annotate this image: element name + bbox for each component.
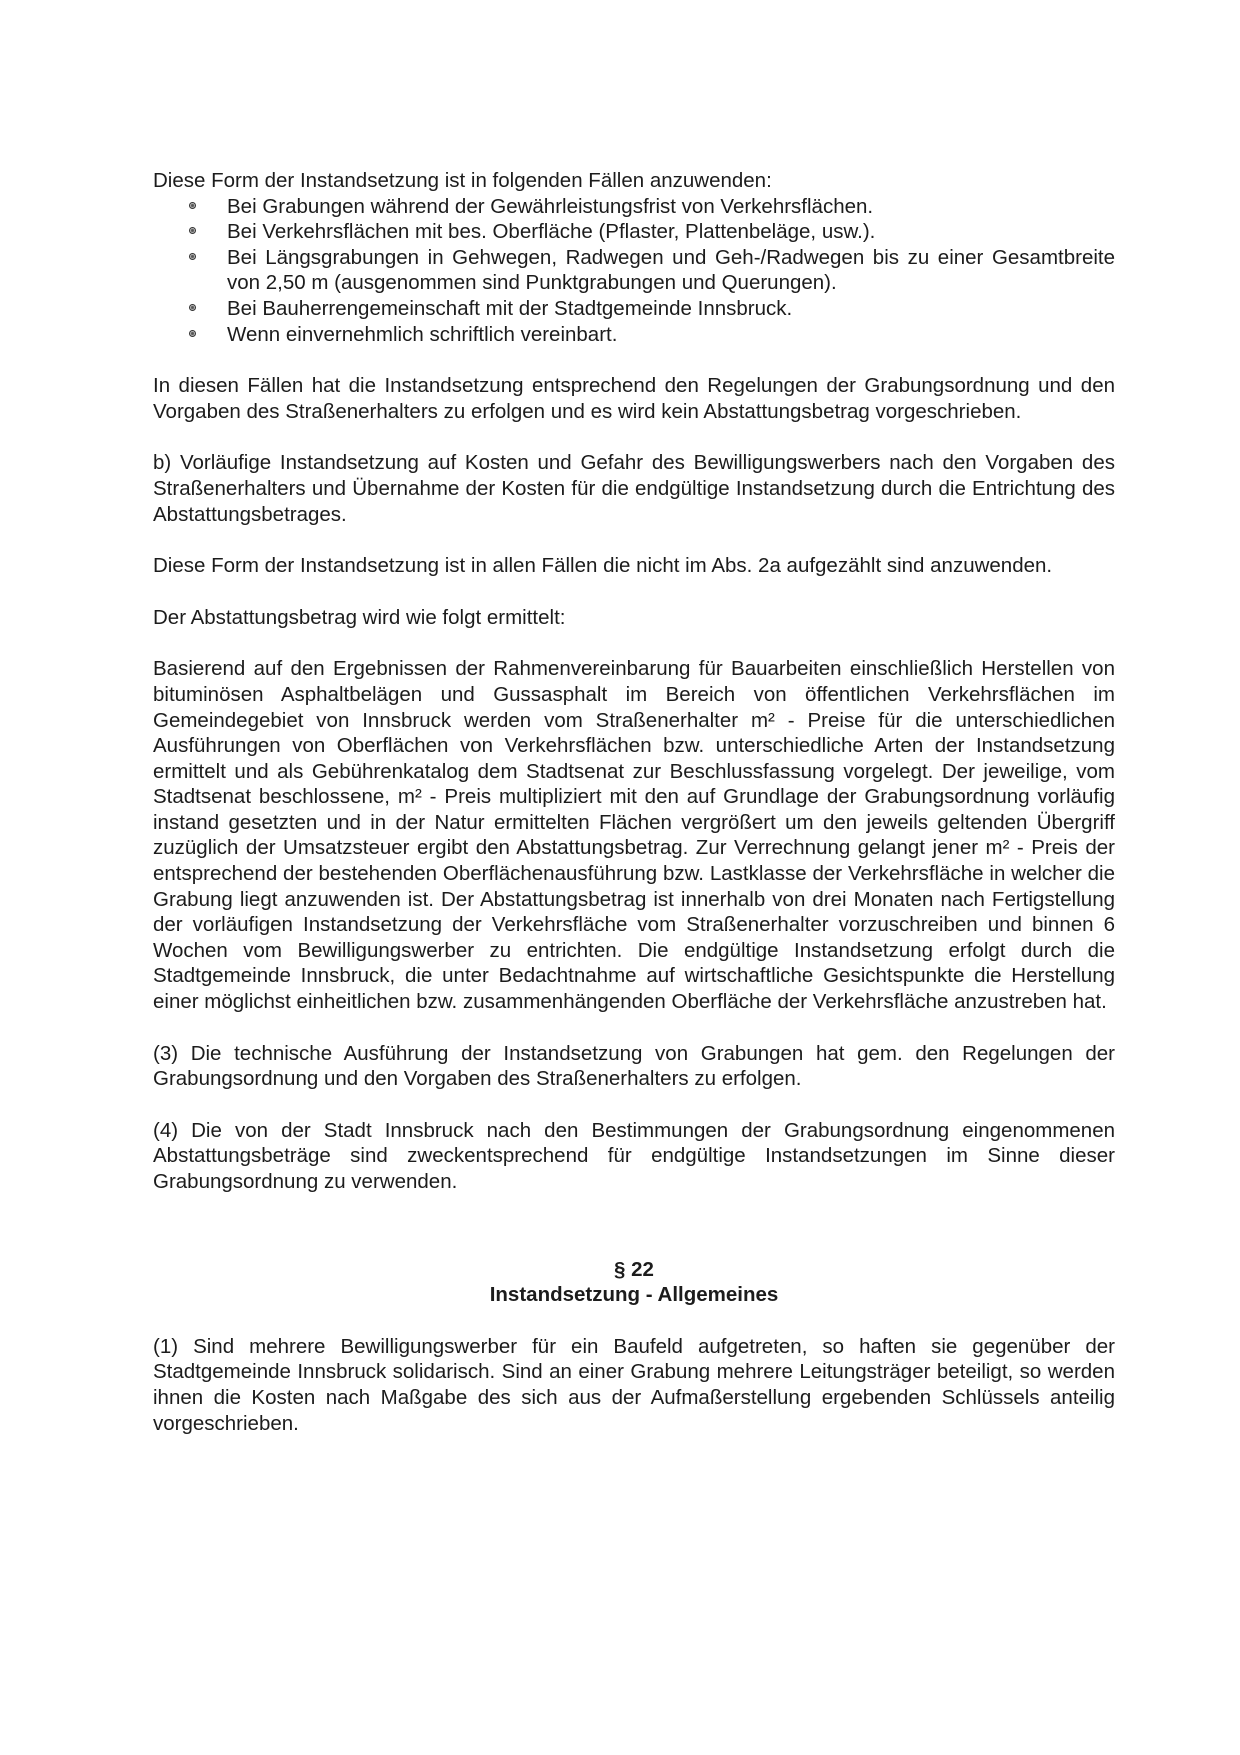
list-item	[153, 245, 1115, 296]
spacer	[153, 1092, 1115, 1118]
bullet-list	[153, 194, 1115, 348]
list-item	[153, 219, 1115, 245]
bullet-icon	[189, 253, 196, 260]
list-item-text: Wenn einvernehmlich schriftlich vereinbart.	[227, 322, 618, 346]
spacer	[153, 579, 1115, 605]
spacer	[153, 630, 1115, 656]
paragraph-fee-usage: (4) Die von der Stadt Innsbruck nach den Bestimmungen der Grabungsordnung eingenommenen Abstattungsbeträge sind zweckentsprechend für endgültige Instandsetzungen im Sinne dieser Grabungsordnung zu verwenden.	[153, 1118, 1115, 1193]
paragraph-applicability: Diese Form der Instandsetzung ist in allen Fällen die nicht im Abs. 2a aufgezählt sind anzuwenden.	[153, 554, 1053, 578]
paragraph-provisional-repair: b) Vorläufige Instandsetzung auf Kosten und Gefahr des Bewilligungswerbers nach den Vorgaben des Straßenerhalters und Übernahme der Kosten für die endgültige Instandsetzung durch die Entrichtung des Abstattungsbetrages.	[153, 451, 1115, 526]
bullet-icon	[189, 304, 196, 311]
list-item-text: Bei Bauherrengemeinschaft mit der Stadtgemeinde Innsbruck.	[227, 296, 793, 320]
paragraph-joint-liability: (1) Sind mehrere Bewilligungswerber für ein Baufeld aufgetreten, so haften sie gegenüber der Stadtgemeinde Innsbruck solidarisch. Sind an einer Grabung mehrere Leitungsträger beteiligt, so werden ihnen die Kosten nach Maßgabe des sich aus der Aufmaßerstellung ergebenden Schlüssels anteilig vorgeschrieben.	[153, 1334, 1115, 1435]
list-item-text: Bei Grabungen während der Gewährleistungsfrist von Verkehrsflächen.	[227, 194, 874, 218]
paragraph-technical-execution: (3) Die technische Ausführung der Instandsetzung von Grabungen hat gem. den Regelungen der Grabungsordnung und den Vorgaben des Straßenerhalters zu erfolgen.	[153, 1041, 1115, 1091]
list-item	[153, 194, 1115, 220]
list-item	[153, 296, 1115, 322]
spacer	[153, 1015, 1115, 1041]
section-title: Instandsetzung - Allgemeines	[489, 1283, 779, 1307]
list-item-text: Bei Verkehrsflächen mit bes. Oberfläche (Pflaster, Plattenbeläge, usw.).	[227, 220, 876, 244]
section-number: § 22	[614, 1257, 654, 1281]
list-item	[153, 322, 1115, 348]
page-content	[153, 168, 1115, 1436]
spacer	[153, 424, 1115, 450]
bullet-icon	[189, 227, 196, 234]
bullet-icon	[189, 202, 196, 209]
spacer	[153, 347, 1115, 373]
paragraph-no-fee: In diesen Fällen hat die Instandsetzung entsprechend den Regelungen der Grabungsordnung und den Vorgaben des Straßenerhalters zu erfolgen und es wird kein Abstattungsbetrag vorgeschrieben.	[153, 374, 1115, 423]
spacer	[153, 527, 1115, 553]
bullet-icon	[189, 330, 196, 337]
intro-text: Diese Form der Instandsetzung ist in folgenden Fällen anzuwenden:	[153, 169, 772, 192]
paragraph-calculation-intro: Der Abstattungsbetrag wird wie folgt ermittelt:	[153, 605, 566, 629]
list-item-text: Bei Längsgrabungen in Gehwegen, Radwegen und Geh-/Radwegen bis zu einer Gesamtbreite von 2,50 m (ausgenommen sind Punktgrabungen und Querungen).	[227, 245, 1115, 295]
paragraph-calculation-basis: Basierend auf den Ergebnissen der Rahmenvereinbarung für Bauarbeiten einschließlich Herstellen von bituminösen Asphaltbelägen und Gussasphalt im Bereich von öffentlichen Verkehrsflächen im Gemeindegebiet von Innsbruck werden vom Straßenerhalter m² - Preise für die unterschiedlichen Ausführungen von Oberflächen von Verkehrsflächen bzw. unterschiedliche Arten der Instandsetzung ermittelt und als Gebührenkatalog dem Stadtsenat zur Beschlussfassung vorgelegt. Der jeweilige, vom Stadtsenat beschlossene, m² - Preis multipliziert mit den auf Grundlage der Grabungsordnung vorläufig instand gesetzten und in der Natur ermittelten Flächen vergrößert um den jeweils geltenden Übergriff zuzüglich der Umsatzsteuer ergibt den Abstattungsbetrag. Zur Verrechnung gelangt jener m² - Preis der entsprechend der bestehenden Oberflächenausführung bzw. Lastklasse der Verkehrsfläche in welcher die Grabung liegt anzuwenden ist. Der Abstattungsbetrag ist innerhalb von drei Monaten nach Fertigstellung der vorläufigen Instandsetzung der Verkehrsfläche vom Straßenerhalter vorzuschreiben und binnen 6 Wochen vom Bewilligungswerber zu entrichten. Die endgültige Instandsetzung erfolgt durch die Stadtgemeinde Innsbruck, die unter Bedachtnahme auf wirtschaftliche Gesichtspunkte die Herstellung einer möglichst einheitlichen bzw. zusammenhängenden Oberfläche der Verkehrsfläche anzustreben hat.	[153, 657, 1115, 1014]
spacer	[153, 1195, 1115, 1257]
spacer	[153, 1308, 1115, 1334]
